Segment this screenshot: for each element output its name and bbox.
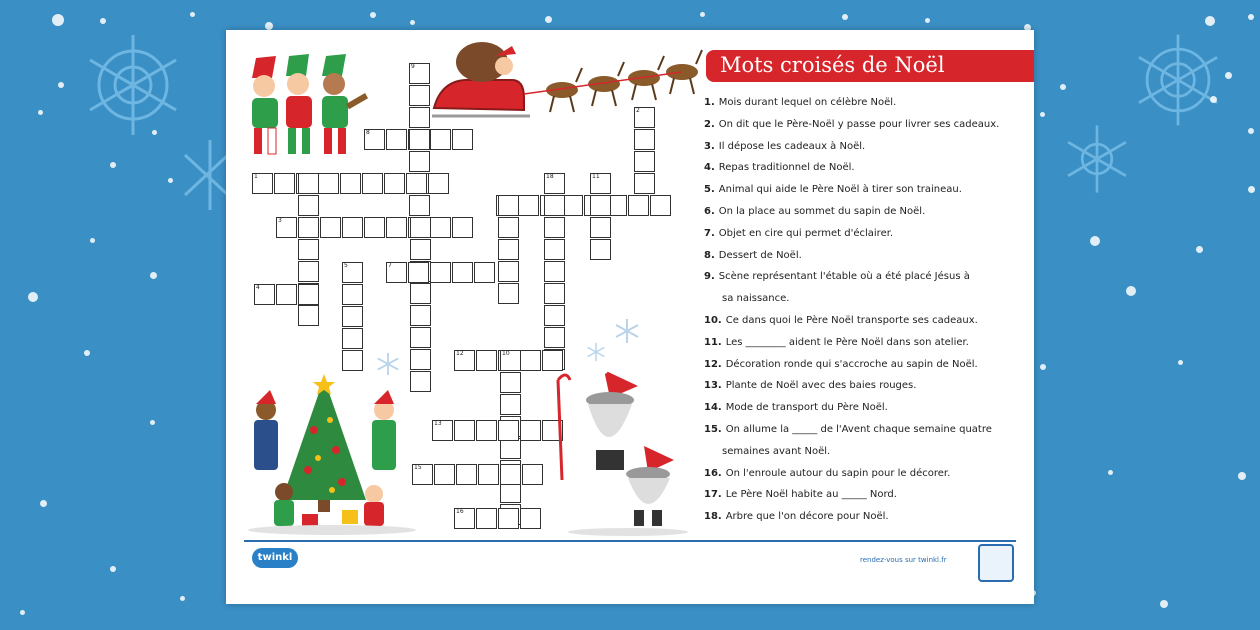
snow-dot	[150, 420, 155, 425]
snowflake-icon	[180, 135, 230, 215]
crossword-cell[interactable]	[409, 85, 430, 106]
clue-item	[704, 375, 1024, 397]
crossword-cell[interactable]	[364, 129, 385, 150]
crossword-cell[interactable]	[252, 173, 273, 194]
crossword-cell[interactable]	[476, 350, 497, 371]
cell-number: 10	[502, 350, 510, 357]
clue-number: 12.	[704, 358, 722, 370]
clue-text: Ce dans quoi le Père Noël transporte ses cadeaux.	[725, 314, 978, 326]
cell-number: 15	[414, 464, 422, 471]
crossword-cell[interactable]	[276, 217, 297, 238]
cell-number: 11	[592, 173, 600, 180]
clue-text: Mois durant lequel on célèbre Noël.	[718, 97, 897, 108]
crossword-cell[interactable]	[456, 464, 477, 485]
clue-number: 18.	[704, 511, 722, 523]
crossword-cell[interactable]	[500, 372, 521, 393]
crossword-cell[interactable]	[634, 129, 655, 150]
snow-dot	[265, 22, 273, 30]
crossword-cell[interactable]	[428, 173, 449, 194]
crossword-cell[interactable]	[590, 239, 611, 260]
crossword-cell[interactable]	[498, 239, 519, 260]
crossword-cell[interactable]	[430, 217, 451, 238]
crossword-cell[interactable]	[410, 283, 431, 304]
crossword-cell[interactable]	[298, 305, 319, 326]
snow-dot	[84, 350, 90, 356]
crossword-cell[interactable]	[298, 217, 319, 238]
crossword-cell[interactable]	[562, 195, 583, 216]
snow-dot	[152, 130, 157, 135]
crossword-cell[interactable]	[342, 217, 363, 238]
crossword-cell[interactable]	[544, 305, 565, 326]
crossword-cell[interactable]	[432, 420, 453, 441]
clue-text: Objet en cire qui permet d'éclairer.	[718, 227, 894, 239]
snow-dot	[58, 82, 64, 88]
crossword-cell[interactable]	[342, 306, 363, 327]
crossword-cell[interactable]	[384, 173, 405, 194]
crossword-cell[interactable]	[522, 464, 543, 485]
snow-dot	[1248, 186, 1255, 193]
clue-number: 4.	[704, 162, 715, 174]
snow-dot	[1205, 16, 1215, 26]
clue-item	[704, 332, 1024, 354]
snow-dot	[1225, 72, 1232, 79]
clue-item	[704, 288, 1024, 310]
snow-dot	[1196, 246, 1203, 253]
crossword-cell[interactable]	[434, 464, 455, 485]
crossword-cell[interactable]	[386, 217, 407, 238]
clue-number: 17.	[704, 489, 722, 501]
cell-number: 2	[636, 107, 640, 114]
crossword-cell[interactable]	[634, 151, 655, 172]
crossword-cell[interactable]	[409, 195, 430, 216]
clue-number: 9.	[704, 271, 715, 283]
cell-number: 9	[411, 63, 415, 70]
clue-number: 16.	[704, 467, 722, 479]
snowflake-icon	[1128, 30, 1228, 130]
snow-dot	[90, 238, 95, 243]
snow-dot	[842, 14, 848, 20]
snow-dot	[100, 18, 106, 24]
clue-text: Scène représentant l'étable où a été placé Jésus à	[718, 271, 970, 283]
snow-dot	[1248, 14, 1254, 20]
crossword-cell[interactable]	[634, 173, 655, 194]
crossword-cell[interactable]	[544, 283, 565, 304]
crossword-cell[interactable]	[544, 217, 565, 238]
clue-item	[704, 419, 1024, 441]
crossword-cell[interactable]	[409, 151, 430, 172]
elves-illustration	[234, 48, 374, 160]
snow-dot	[190, 12, 195, 17]
crossword-cell[interactable]	[500, 350, 521, 371]
crossword-cell[interactable]	[650, 195, 671, 216]
snow-dot	[925, 18, 930, 23]
crossword-cell[interactable]	[452, 262, 473, 283]
crossword-cell[interactable]	[318, 173, 339, 194]
clue-text: Repas traditionnel de Noël.	[718, 162, 855, 174]
clue-text: Mode de transport du Père Noël.	[725, 402, 888, 414]
christmas-tree-illustration	[242, 370, 422, 538]
snow-dot	[1126, 286, 1136, 296]
cell-number: 3	[278, 217, 282, 224]
snowflake-icon	[614, 318, 640, 344]
snow-dot	[410, 20, 415, 25]
clue-item	[704, 354, 1024, 376]
crossword-cell[interactable]	[628, 195, 649, 216]
crossword-cell[interactable]	[298, 195, 319, 216]
crossword-cell[interactable]	[342, 262, 363, 283]
crossword-cell[interactable]	[544, 173, 565, 194]
snow-dot	[110, 566, 116, 572]
clue-item	[704, 136, 1024, 158]
crossword-cell[interactable]	[454, 420, 475, 441]
cell-number: 7	[388, 262, 392, 269]
clue-text: sa naissance.	[722, 293, 790, 305]
crossword-cell[interactable]	[342, 328, 363, 349]
snow-dot	[545, 16, 552, 23]
crossword-cell[interactable]	[298, 284, 319, 305]
crossword-cell[interactable]	[544, 327, 565, 348]
crossword-cell[interactable]	[500, 482, 521, 503]
clue-number: 1.	[704, 97, 715, 108]
cell-number: 16	[456, 508, 464, 515]
clue-item	[704, 114, 1024, 136]
clue-number: 15.	[704, 423, 722, 435]
clue-item	[704, 223, 1024, 245]
snow-dot	[40, 500, 47, 507]
cell-number: 5	[344, 262, 348, 269]
crossword-cell[interactable]	[634, 107, 655, 128]
snow-dot	[38, 110, 43, 115]
crossword-cell[interactable]	[544, 261, 565, 282]
crossword-cell[interactable]	[298, 261, 319, 282]
snowflake-icon	[586, 342, 606, 362]
snow-dot	[1178, 360, 1183, 365]
crossword-cell[interactable]	[476, 508, 497, 529]
crossword-cell[interactable]	[430, 129, 451, 150]
crossword-cell[interactable]	[518, 195, 539, 216]
crossword-cell[interactable]	[590, 217, 611, 238]
clue-text: Arbre que l'on décore pour Noël.	[725, 511, 889, 523]
snow-dot	[168, 178, 173, 183]
clue-number: 6.	[704, 205, 715, 217]
crossword-cell[interactable]	[520, 420, 541, 441]
snowflake-icon	[1060, 122, 1134, 196]
clue-text: On allume la _____ de l'Avent chaque semaine quatre	[725, 423, 992, 435]
clue-number: 5.	[704, 184, 715, 196]
crossword-cell[interactable]	[298, 239, 319, 260]
clue-item	[704, 397, 1024, 419]
badge-icon	[978, 544, 1014, 582]
crossword-cell[interactable]	[409, 129, 430, 150]
snow-dot	[150, 272, 157, 279]
clue-item	[704, 245, 1024, 267]
clue-number: 3.	[704, 140, 715, 152]
snow-dot	[1090, 236, 1100, 246]
crossword-cell[interactable]	[474, 262, 495, 283]
crossword-cell[interactable]	[362, 173, 383, 194]
crossword-cell[interactable]	[454, 508, 475, 529]
crossword-cell[interactable]	[430, 262, 451, 283]
crossword-cell[interactable]	[478, 464, 499, 485]
crossword-worksheet	[226, 30, 1034, 604]
clue-item	[704, 92, 1024, 114]
crossword-cell[interactable]	[342, 284, 363, 305]
crossword-cell[interactable]	[406, 173, 427, 194]
crossword-cell[interactable]	[498, 195, 519, 216]
clue-item	[704, 266, 1024, 288]
snow-dot	[370, 12, 376, 18]
title-banner	[706, 50, 1034, 82]
crossword-cell[interactable]	[500, 438, 521, 459]
snow-dot	[20, 610, 25, 615]
cell-number: 1	[254, 173, 258, 180]
clue-text: Il dépose les cadeaux à Noël.	[718, 140, 866, 152]
crossword-cell[interactable]	[410, 305, 431, 326]
crossword-cell[interactable]	[340, 173, 361, 194]
clue-text: On la place au sommet du sapin de Noël.	[718, 205, 926, 217]
clue-number: 7.	[704, 227, 715, 239]
crossword-cell[interactable]	[498, 508, 519, 529]
clue-text: semaines avant Noël.	[722, 445, 831, 457]
crossword-cell[interactable]	[410, 349, 431, 370]
cell-number: 18	[546, 173, 554, 180]
snow-dot	[52, 14, 64, 26]
crossword-cell[interactable]	[276, 284, 297, 305]
snow-dot	[110, 162, 116, 168]
crossword-cell[interactable]	[500, 394, 521, 415]
clue-item	[704, 201, 1024, 223]
crossword-cell[interactable]	[274, 173, 295, 194]
crossword-cell[interactable]	[590, 195, 611, 216]
snow-dot	[1248, 128, 1254, 134]
crossword-cell[interactable]	[476, 420, 497, 441]
crossword-cell[interactable]	[386, 129, 407, 150]
clue-number: 10.	[704, 314, 722, 326]
clue-item	[704, 506, 1024, 528]
clue-item	[704, 463, 1024, 485]
snow-dot	[1210, 96, 1217, 103]
crossword-cell[interactable]	[520, 508, 541, 529]
crossword-cell[interactable]	[454, 350, 475, 371]
crossword-cell[interactable]	[342, 350, 363, 371]
crossword-cell[interactable]	[386, 262, 407, 283]
crossword-cell[interactable]	[452, 217, 473, 238]
snowflake-icon	[78, 30, 188, 140]
crossword-cell[interactable]	[409, 63, 430, 84]
cell-number: 8	[366, 129, 370, 136]
snow-dot	[28, 292, 38, 302]
crossword-cell[interactable]	[544, 239, 565, 260]
clue-item	[704, 441, 1024, 463]
snow-dot	[1108, 470, 1113, 475]
crossword-cell[interactable]	[498, 217, 519, 238]
crossword-cell[interactable]	[408, 262, 429, 283]
twinkl-logo: twinkl	[252, 548, 298, 568]
crossword-cell[interactable]	[520, 350, 541, 371]
footer-divider	[244, 540, 1016, 542]
sleigh-illustration	[432, 38, 708, 122]
clue-text: Le Père Noël habite au _____ Nord.	[725, 489, 897, 501]
cell-number: 12	[456, 350, 464, 357]
clue-number: 14.	[704, 402, 722, 414]
snowflake-icon	[376, 352, 400, 376]
clue-number: 11.	[704, 336, 722, 348]
clue-text: Les ________ aident le Père Noël dans son atelier.	[725, 336, 969, 348]
clue-text: On l'enroule autour du sapin pour le décorer.	[725, 467, 951, 479]
clue-number: 13.	[704, 380, 722, 392]
crossword-cell[interactable]	[544, 195, 565, 216]
worksheet-title: Mots croisés de Noël	[720, 53, 945, 77]
clue-text: Plante de Noël avec des baies rouges.	[725, 380, 917, 392]
snow-dot	[180, 596, 185, 601]
gnomes-illustration	[548, 360, 698, 538]
cell-number: 4	[256, 284, 260, 291]
crossword-cell[interactable]	[409, 107, 430, 128]
snow-dot	[1040, 112, 1045, 117]
clue-number: 2.	[704, 118, 715, 130]
footer-url: rendez-vous sur twinkl.fr	[860, 556, 947, 564]
crossword-cell[interactable]	[498, 261, 519, 282]
crossword-cell[interactable]	[298, 173, 319, 194]
crossword-cell[interactable]	[320, 217, 341, 238]
clue-item	[704, 310, 1024, 332]
crossword-cell[interactable]	[364, 217, 385, 238]
crossword-cell[interactable]	[498, 283, 519, 304]
clue-text: Dessert de Noël.	[718, 249, 802, 261]
snow-dot	[1060, 84, 1066, 90]
clue-item	[704, 179, 1024, 201]
clue-item	[704, 157, 1024, 179]
crossword-cell[interactable]	[410, 217, 431, 238]
snow-dot	[1160, 600, 1168, 608]
clue-text: Animal qui aide le Père Noël à tirer son traineau.	[718, 184, 962, 196]
crossword-cell[interactable]	[254, 284, 275, 305]
clue-list	[704, 92, 1024, 528]
crossword-cell[interactable]	[410, 327, 431, 348]
clue-text: Décoration ronde qui s'accroche au sapin de Noël.	[725, 358, 978, 370]
crossword-cell[interactable]	[410, 239, 431, 260]
crossword-cell[interactable]	[498, 420, 519, 441]
crossword-cell[interactable]	[590, 173, 611, 194]
clue-number: 8.	[704, 249, 715, 261]
clue-text: On dit que le Père-Noël y passe pour livrer ses cadeaux.	[718, 118, 1000, 130]
snow-dot	[1040, 364, 1046, 370]
snow-dot	[700, 12, 705, 17]
cell-number: 13	[434, 420, 442, 427]
crossword-cell[interactable]	[500, 464, 521, 485]
crossword-cell[interactable]	[452, 129, 473, 150]
snow-dot	[1238, 472, 1246, 480]
clue-item	[704, 484, 1024, 506]
